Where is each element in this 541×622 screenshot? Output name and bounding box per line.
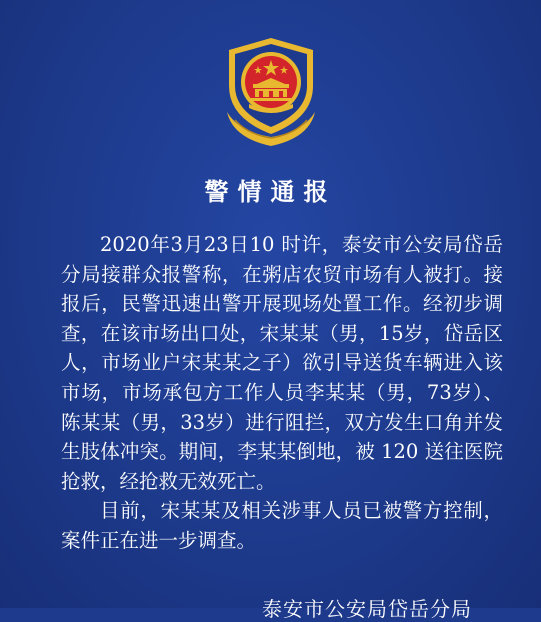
notice-signature: 泰安市公安局岱岳分局 [262, 597, 472, 621]
notice-body [61, 230, 503, 556]
police-emblem-icon [213, 34, 329, 152]
notice-paragraph-1: 2020年3月23日10 时许，泰安市公安局岱岳分局接群众报警称，在粥店农贸市场有人被打。接报后，民警迅速出警开展现场处置工作。经初步调查，在该市场出口处，宋某某（男，15岁，岱岳区人，市场业户宋某某之子）欲引导送货车辆进入该市场，市场承包方工作人员李某某（男，73岁）、陈某某（男，33岁）进行阻拦，双方发生口角并发生肢体冲突。期间，李某某倒地，被 120 送往医院抢救，经抢救无效死亡。 [61, 233, 503, 493]
notice-title: 警情通报 [204, 177, 337, 206]
notice-paragraph-2: 目前，宋某某及相关涉事人员已被警方控制，案件正在进一步调查。 [61, 499, 503, 552]
